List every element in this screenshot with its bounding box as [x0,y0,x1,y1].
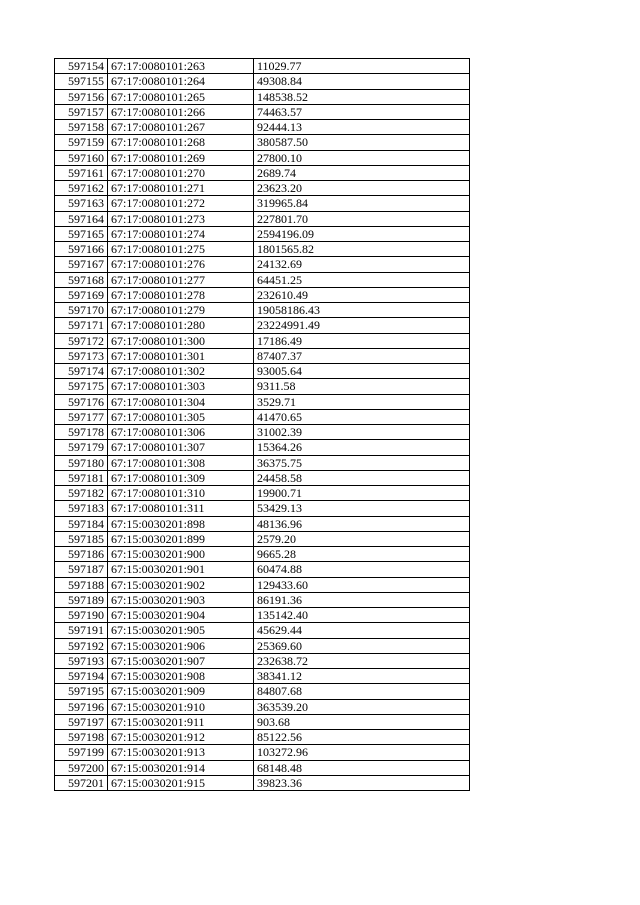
value-cell: 86191.36 [254,592,470,607]
row-number-cell: 597185 [55,531,108,546]
row-number-cell: 597197 [55,714,108,729]
value-cell: 129433.60 [254,577,470,592]
value-cell: 1801565.82 [254,242,470,257]
value-cell: 232638.72 [254,653,470,668]
value-cell: 23623.20 [254,181,470,196]
value-cell: 15364.26 [254,440,470,455]
table-row [55,547,470,562]
value-cell: 319965.84 [254,196,470,211]
value-cell: 45629.44 [254,623,470,638]
row-number-cell: 597173 [55,348,108,363]
table-row [55,211,470,226]
table-row [55,181,470,196]
cadastral-number-cell: 67:17:0080101:300 [108,333,254,348]
value-cell: 60474.88 [254,562,470,577]
row-number-cell: 597186 [55,547,108,562]
table-row [55,699,470,714]
table-row [55,425,470,440]
cadastral-number-cell: 67:17:0080101:311 [108,501,254,516]
cadastral-number-cell: 67:17:0080101:306 [108,425,254,440]
cadastral-number-cell: 67:17:0080101:273 [108,211,254,226]
cadastral-number-cell: 67:17:0080101:304 [108,394,254,409]
row-number-cell: 597189 [55,592,108,607]
cadastral-number-cell: 67:17:0080101:271 [108,181,254,196]
cadastral-number-cell: 67:17:0080101:309 [108,470,254,485]
table-row [55,318,470,333]
row-number-cell: 597190 [55,608,108,623]
row-number-cell: 597165 [55,226,108,241]
cadastral-number-cell: 67:15:0030201:914 [108,760,254,775]
cadastral-number-cell: 67:17:0080101:274 [108,226,254,241]
value-cell: 38341.12 [254,669,470,684]
cadastral-number-cell: 67:17:0080101:269 [108,150,254,165]
value-cell: 68148.48 [254,760,470,775]
row-number-cell: 597158 [55,120,108,135]
value-cell: 19900.71 [254,486,470,501]
table-row [55,592,470,607]
table-row [55,89,470,104]
value-cell: 9665.28 [254,547,470,562]
cadastral-number-cell: 67:17:0080101:266 [108,104,254,119]
cadastral-number-cell: 67:17:0080101:307 [108,440,254,455]
cadastral-number-cell: 67:17:0080101:308 [108,455,254,470]
value-cell: 31002.39 [254,425,470,440]
row-number-cell: 597194 [55,669,108,684]
row-number-cell: 597162 [55,181,108,196]
table-row [55,364,470,379]
table-row [55,59,470,74]
row-number-cell: 597199 [55,745,108,760]
row-number-cell: 597198 [55,730,108,745]
value-cell: 17186.49 [254,333,470,348]
table-row [55,120,470,135]
cadastral-number-cell: 67:15:0030201:899 [108,531,254,546]
table-row [55,287,470,302]
table-row [55,486,470,501]
row-number-cell: 597154 [55,59,108,74]
cadastral-number-cell: 67:17:0080101:272 [108,196,254,211]
row-number-cell: 597196 [55,699,108,714]
table-row [55,257,470,272]
table-row [55,379,470,394]
row-number-cell: 597168 [55,272,108,287]
row-number-cell: 597184 [55,516,108,531]
cadastral-number-cell: 67:17:0080101:279 [108,303,254,318]
row-number-cell: 597169 [55,287,108,302]
row-number-cell: 597174 [55,364,108,379]
cadastral-number-cell: 67:17:0080101:310 [108,486,254,501]
row-number-cell: 597195 [55,684,108,699]
table-row [55,150,470,165]
value-cell: 49308.84 [254,74,470,89]
table-row [55,135,470,150]
row-number-cell: 597170 [55,303,108,318]
value-cell: 84807.68 [254,684,470,699]
table-row [55,531,470,546]
row-number-cell: 597182 [55,486,108,501]
cadastral-number-cell: 67:15:0030201:907 [108,653,254,668]
cadastral-number-cell: 67:17:0080101:301 [108,348,254,363]
table-row [55,74,470,89]
table-row [55,104,470,119]
cadastral-number-cell: 67:15:0030201:898 [108,516,254,531]
row-number-cell: 597192 [55,638,108,653]
value-cell: 25369.60 [254,638,470,653]
cadastral-number-cell: 67:17:0080101:265 [108,89,254,104]
value-cell: 36375.75 [254,455,470,470]
table-row [55,165,470,180]
table-row [55,242,470,257]
value-cell: 93005.64 [254,364,470,379]
cadastral-number-cell: 67:15:0030201:910 [108,699,254,714]
cadastral-number-cell: 67:17:0080101:302 [108,364,254,379]
row-number-cell: 597166 [55,242,108,257]
row-number-cell: 597180 [55,455,108,470]
row-number-cell: 597172 [55,333,108,348]
table-row [55,196,470,211]
value-cell: 135142.40 [254,608,470,623]
value-cell: 41470.65 [254,409,470,424]
cadastral-number-cell: 67:15:0030201:902 [108,577,254,592]
row-number-cell: 597176 [55,394,108,409]
value-cell: 92444.13 [254,120,470,135]
value-cell: 24132.69 [254,257,470,272]
table-row [55,608,470,623]
table-row [55,455,470,470]
cadastral-number-cell: 67:15:0030201:908 [108,669,254,684]
cadastral-number-cell: 67:15:0030201:904 [108,608,254,623]
row-number-cell: 597157 [55,104,108,119]
table-row [55,760,470,775]
value-cell: 3529.71 [254,394,470,409]
row-number-cell: 597171 [55,318,108,333]
cadastral-number-cell: 67:17:0080101:267 [108,120,254,135]
cadastral-number-cell: 67:17:0080101:277 [108,272,254,287]
value-cell: 87407.37 [254,348,470,363]
cadastral-number-cell: 67:17:0080101:276 [108,257,254,272]
table-row [55,775,470,790]
value-cell: 103272.96 [254,745,470,760]
value-cell: 48136.96 [254,516,470,531]
cadastral-number-cell: 67:15:0030201:905 [108,623,254,638]
cadastral-number-cell: 67:17:0080101:270 [108,165,254,180]
cadastral-number-cell: 67:15:0030201:915 [108,775,254,790]
value-cell: 9311.58 [254,379,470,394]
table-row [55,516,470,531]
table-row [55,226,470,241]
value-cell: 23224991.49 [254,318,470,333]
table-row [55,501,470,516]
cadastral-number-cell: 67:17:0080101:278 [108,287,254,302]
table-body [55,59,470,791]
row-number-cell: 597177 [55,409,108,424]
row-number-cell: 597161 [55,165,108,180]
row-number-cell: 597164 [55,211,108,226]
value-cell: 148538.52 [254,89,470,104]
cadastral-number-cell: 67:17:0080101:303 [108,379,254,394]
value-cell: 380587.50 [254,135,470,150]
value-cell: 19058186.43 [254,303,470,318]
row-number-cell: 597193 [55,653,108,668]
cadastral-number-cell: 67:15:0030201:906 [108,638,254,653]
table-row [55,303,470,318]
row-number-cell: 597201 [55,775,108,790]
cadastral-number-cell: 67:17:0080101:275 [108,242,254,257]
row-number-cell: 597156 [55,89,108,104]
row-number-cell: 597181 [55,470,108,485]
table-row [55,470,470,485]
table-row [55,577,470,592]
table-row [55,745,470,760]
value-cell: 24458.58 [254,470,470,485]
table-row [55,409,470,424]
value-cell: 74463.57 [254,104,470,119]
cadastral-number-cell: 67:17:0080101:268 [108,135,254,150]
value-cell: 232610.49 [254,287,470,302]
value-cell: 2579.20 [254,531,470,546]
cadastral-number-cell: 67:15:0030201:903 [108,592,254,607]
value-cell: 2689.74 [254,165,470,180]
value-cell: 903.68 [254,714,470,729]
value-cell: 11029.77 [254,59,470,74]
row-number-cell: 597191 [55,623,108,638]
table-row [55,623,470,638]
value-cell: 39823.36 [254,775,470,790]
row-number-cell: 597159 [55,135,108,150]
value-cell: 85122.56 [254,730,470,745]
row-number-cell: 597155 [55,74,108,89]
value-cell: 363539.20 [254,699,470,714]
row-number-cell: 597200 [55,760,108,775]
value-cell: 27800.10 [254,150,470,165]
value-cell: 227801.70 [254,211,470,226]
row-number-cell: 597160 [55,150,108,165]
data-table [54,58,470,791]
cadastral-number-cell: 67:17:0080101:305 [108,409,254,424]
row-number-cell: 597183 [55,501,108,516]
row-number-cell: 597163 [55,196,108,211]
table-row [55,684,470,699]
row-number-cell: 597179 [55,440,108,455]
cadastral-number-cell: 67:15:0030201:901 [108,562,254,577]
table-row [55,730,470,745]
table-row [55,440,470,455]
table-row [55,562,470,577]
table-row [55,272,470,287]
table-row [55,333,470,348]
table-row [55,714,470,729]
cadastral-number-cell: 67:15:0030201:909 [108,684,254,699]
row-number-cell: 597187 [55,562,108,577]
cadastral-number-cell: 67:15:0030201:900 [108,547,254,562]
cadastral-number-cell: 67:15:0030201:911 [108,714,254,729]
cadastral-number-cell: 67:17:0080101:263 [108,59,254,74]
cadastral-number-cell: 67:15:0030201:913 [108,745,254,760]
row-number-cell: 597178 [55,425,108,440]
table-row [55,669,470,684]
row-number-cell: 597175 [55,379,108,394]
cadastral-number-cell: 67:17:0080101:280 [108,318,254,333]
value-cell: 2594196.09 [254,226,470,241]
table-row [55,348,470,363]
cadastral-number-cell: 67:17:0080101:264 [108,74,254,89]
value-cell: 53429.13 [254,501,470,516]
table-row [55,653,470,668]
row-number-cell: 597167 [55,257,108,272]
table-row [55,394,470,409]
value-cell: 64451.25 [254,272,470,287]
cadastral-number-cell: 67:15:0030201:912 [108,730,254,745]
row-number-cell: 597188 [55,577,108,592]
table-row [55,638,470,653]
